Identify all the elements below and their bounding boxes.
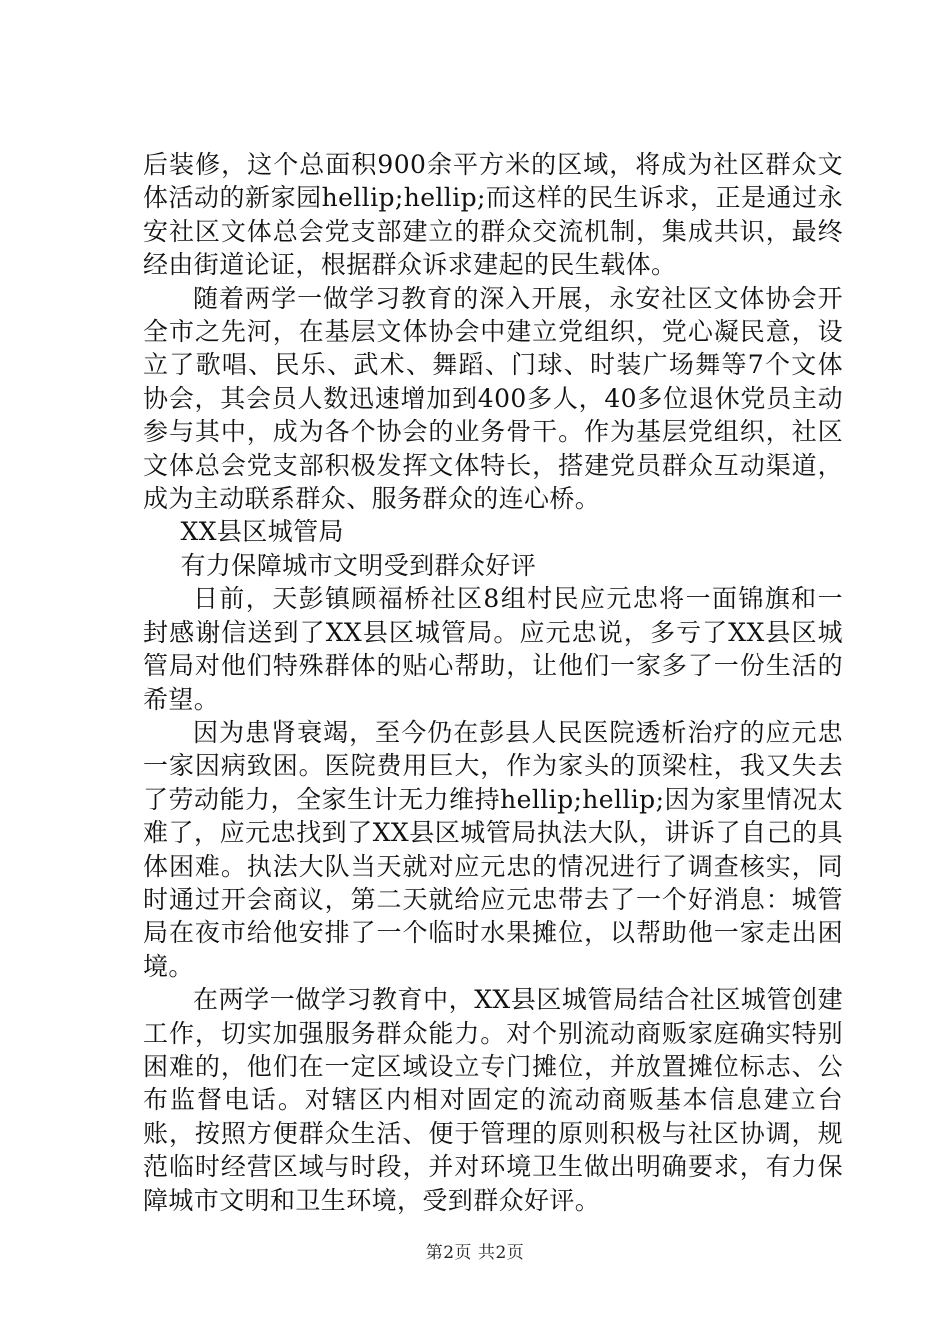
page-number-footer: 第2页 共2页 (425, 1243, 525, 1263)
paragraph-service-measures: 在两学一做学习教育中，XX县区城管局结合社区城管创建工作，切实加强服务群众能力。对个别流动商贩家庭确实特别困难的，他们在一定区域设立专门摊位，并放置摊位标志、公布监督电话。对辖区内相对固定的流动商贩基本信息建立台账，按照方便群众生活、便于管理的原则积极与社区协调，规范临时经营区域与时段，并对环境卫生做出明确要求，有力保障城市文明和卫生环境，受到群众好评。 (143, 985, 843, 1215)
paragraph-hardship: 因为患肾衰竭，至今仍在彭县人民医院透析治疗的应元忠一家因病致困。医院费用巨大，作为家头的顶梁柱，我又失去了劳动能力，全家生计无力维持hellip;hellip;因为家里情况太难了，应元忠找到了XX县区城管局执法大队，讲诉了自己的具体困难。执法大队当天就对应元忠的情况进行了调查核实，同时通过开会商议，第二天就给应元忠带去了一个好消息：城管局在夜市给他安排了一个临时水果摊位，以帮助他一家走出困境。 (143, 717, 843, 981)
section-heading: 有力保障城市文明受到群众好评 (180, 550, 537, 580)
paragraph-continuation: 后装修，这个总面积900余平方米的区域，将成为社区群众文体活动的新家园hellip;hellip;而这样的民生诉求，正是通过永安社区文体总会党支部建立的群众交流机制，集成共识，最终经由街道论证，根据群众诉求建起的民生载体。 (143, 150, 843, 280)
section-org-name: XX县区城管局 (180, 517, 344, 547)
paragraph-wenti-association: 随着两学一做学习教育的深入开展，永安社区文体协会开全市之先河，在基层文体协会中建立党组织，党心凝民意，设立了歌唱、民乐、武术、舞蹈、门球、时装广场舞等7个文体协会，其会员人数迅速增加到400多人，40多位退休党员主动参与其中，成为各个协会的业务骨干。作为基层党组织，社区文体总会党支部积极发挥文体特长，搭建党员群众互动渠道，成为主动联系群众、服务群众的连心桥。 (143, 283, 843, 514)
paragraph-thanks-letter: 日前，天彭镇顾福桥社区8组村民应元忠将一面锦旗和一封感谢信送到了XX县区城管局。应元忠说，多亏了XX县区城管局对他们特殊群体的贴心帮助，让他们一家多了一份生活的希望。 (143, 584, 843, 714)
document-body (143, 148, 843, 1217)
